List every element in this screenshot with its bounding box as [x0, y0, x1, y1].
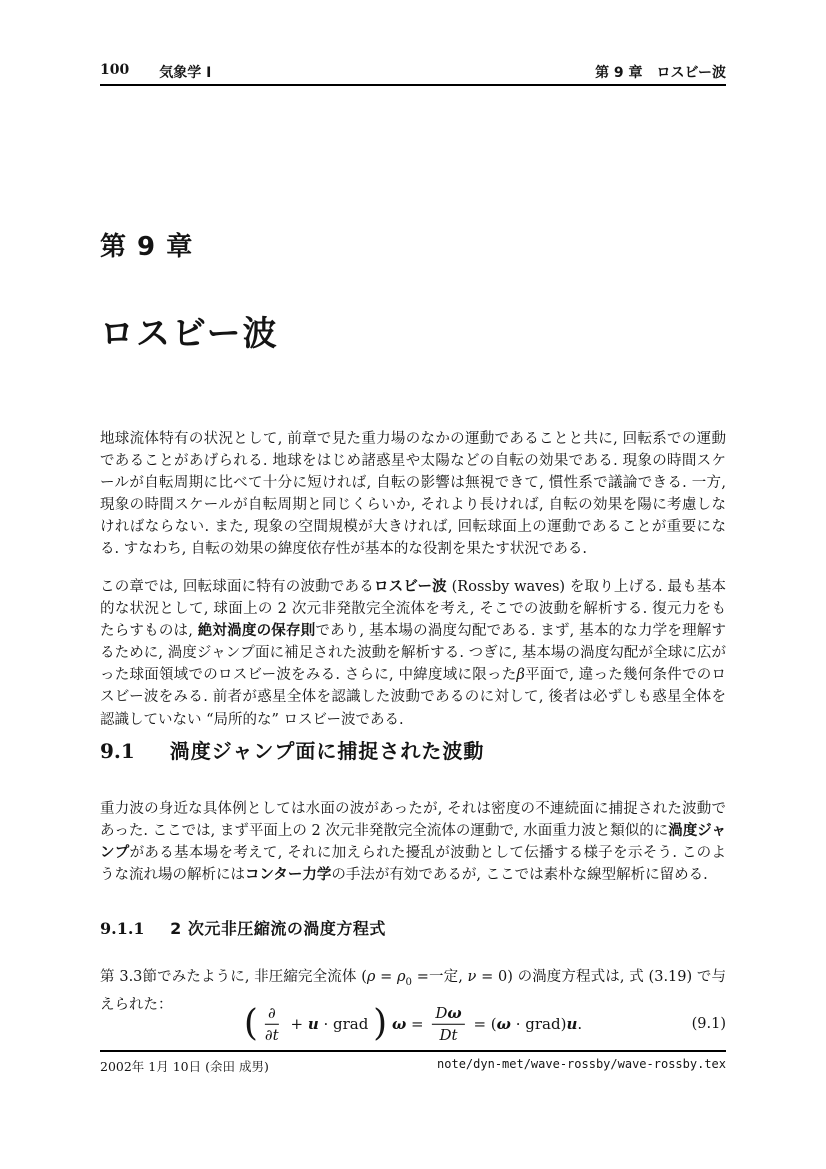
footer-date-author: 2002年 1月 10日 (余田 成男): [100, 1059, 269, 1074]
course-title: 気象学 I: [159, 65, 212, 81]
footer-rule: [100, 1050, 726, 1052]
header-rule: [100, 84, 726, 86]
paragraph-section-9-1: 重力波の身近な具体例としては水面の波があったが, それは密度の不連続面に捕捉された波動であった. ここでは, まず平面上の 2 次元非発散完全流体の運動で, 水面重力波と類似的に渦度ジャンプがある基本場を考えて, それに加えられた擾乱が波動として伝播する様子を示そう. このような流れ場の解析にはコンター力学の手法が有効であるが, ここでは素朴な線型解析に留める.: [100, 801, 726, 884]
equation-body: ( $\frac{\partial}{\partial t}$ + u · grad ) ω = $\frac{D\omega}{Dt}$ = ( ω · grad) u .: [243, 1003, 583, 1044]
page-number: 100: [100, 62, 130, 78]
section-number: 9.1: [100, 739, 135, 763]
paragraph-subsection-9-1-1: 第 3.3節でみたように, 非圧縮完全流体 ($\rho = \rho_0$ =一定, ν = 0) の渦度方程式は, 式 (3.19) で与えられた：: [100, 969, 727, 1013]
footer-file-path: note/dyn-met/wave-rossby/wave-rossby.tex: [437, 1057, 726, 1071]
page-footer: [100, 1057, 726, 1075]
paragraph-intro-2: この章では, 回転球面に特有の波動であるロスビー波 (Rossby waves) を取り上げる. 最も基本的な状況として, 球面上の 2 次元非発散完全流体を考え, そこでの波動を解析する. 復元力をもたらすものは, 絶対渦度の保存則であり, 基本場の渦度勾配である. まず, 基本的な力学を理解するために, 渦度ジャンプ面に補足された波動を解析する. つぎに, 基本場の渦度勾配が全球に広がった球面領域でのロスビー波をみる. さらに, 中緯度域に限ったβ平面で, 違った幾何条件でのロスビー波をみる. 前者が惑星全体を認識した波動であるのに対して, 後者は必ずしも惑星全体を認識していない “局所的な” ロスビー波である.: [100, 579, 727, 728]
paragraph-intro-1: 地球流体特有の状況として, 前章で見た重力場のなかの運動であることと共に, 回転系での運動であることがあげられる. 地球をはじめ諸惑星や太陽などの自転の効果である. 現象の時間スケールが自転周期に比べて十分に短ければ, 自転の影響は無視できて, 慣性系で議論できる. 一方, 現象の時間スケールが自転周期と同じくらいか, それより長ければ, 自転の効果を陽に考慮しなければならない. また, 現象の空間規模が大きければ, 回転球面上の運動であることが重要になる. すなわち, 自転の効果の緯度依存性が基本的な役割を果たす状況である.: [100, 431, 726, 558]
subsection-heading-9-1-1: [100, 916, 726, 939]
header-left: [100, 62, 211, 82]
section-heading-9-1: [100, 735, 726, 764]
equation-number: (9.1): [691, 1016, 726, 1032]
subsection-title: 2 次元非圧縮流の渦度方程式: [170, 919, 386, 938]
chapter-title: ロスビー波: [100, 314, 279, 354]
equation-9-1: [100, 996, 726, 1052]
header-chapter-ref: 第 9 章 ロスビー波: [595, 65, 726, 81]
chapter-number: 第 9 章: [100, 232, 194, 262]
subsection-number: 9.1.1: [100, 919, 145, 938]
section-title: 渦度ジャンプ面に捕捉された波動: [169, 739, 485, 763]
page-header: [100, 62, 726, 82]
